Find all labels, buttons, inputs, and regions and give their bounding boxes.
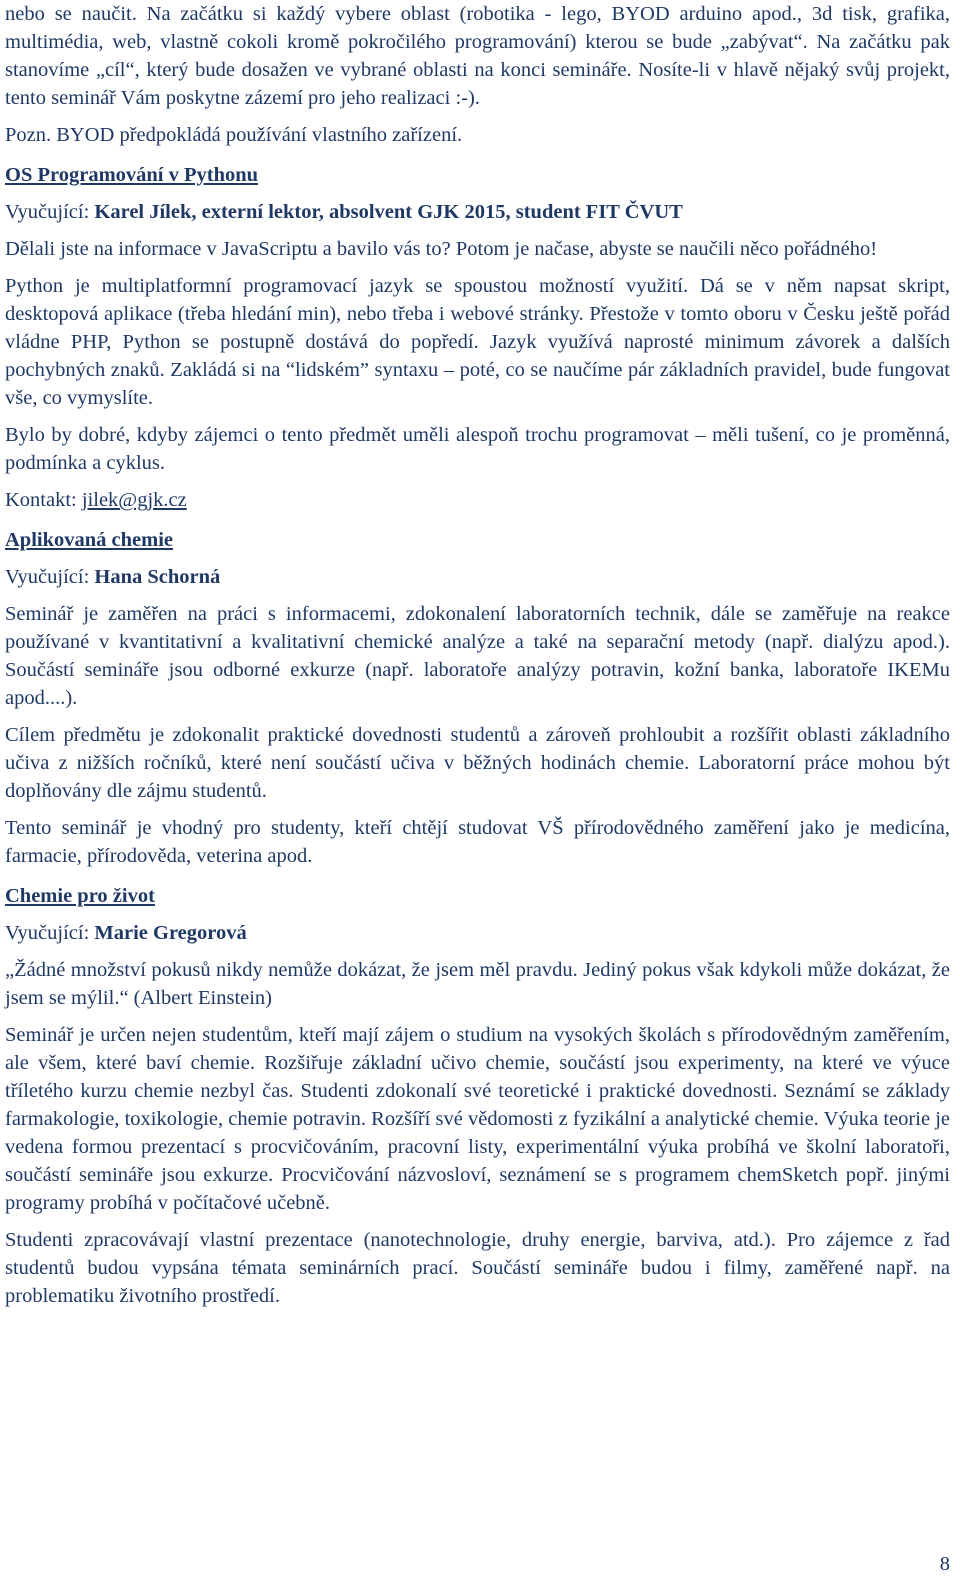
chemistry-for-life-paragraph-2: Studenti zpracovávají vlastní prezentace (nanotechnologie, druhy energie, barviva, atd.). Pro zájemce z řad studentů budou vypsána témata seminárních prací. Součástí semináře budou i filmy, zaměřené např. na problematiku životního prostředí. bbox=[5, 1229, 950, 1307]
section-title-chemistry-for-life: Chemie pro život bbox=[5, 885, 155, 907]
document-page bbox=[5, 0, 950, 1319]
lecturer-label: Vyučující: bbox=[5, 566, 95, 588]
lecturer-name: Marie Gregorová bbox=[94, 922, 247, 944]
section-title-python: OS Programování v Pythonu bbox=[5, 164, 259, 186]
python-lecturer bbox=[5, 198, 950, 226]
intro-paragraph-1: nebo se naučit. Na začátku si každý vybere oblast (robotika - lego, BYOD arduino apod., 3d tisk, grafika, multimédia, web, vlastně cokoli kromě pokročilého programování) kterou se bude „zabývat“. Na začátku pak stanovíme „cíl“, který bude dosažen ve vybrané oblasti na konci semináře. Nosíte-li v hlavě nějaký svůj projekt, tento seminář Vám poskytne zázemí pro jeho realizaci :-). bbox=[5, 3, 950, 109]
contact-label: Kontakt: bbox=[5, 489, 82, 511]
lecturer-name: Hana Schorná bbox=[94, 566, 221, 588]
chemistry-for-life-paragraph-1: Seminář je určen nejen studentům, kteří mají zájem o studium na vysokých školách s přírodovědným zaměřením, ale všem, které baví chemie. Rozšiřuje základní učivo chemie, součástí jsou experimenty, na které ve výuce tříletého kurzu chemie nezbyl čas. Studenti zdokonalí své teoretické i praktické dovednosti. Seznámí se základy farmakologie, toxikologie, chemie potravin. Rozšíří své vědomosti z fyzikální a analytické chemie. Výuka teorie je vedena formou prezentací s procvičováním, pracovní listy, experimentální výuka probíhá ve školní laboratoři, součástí semináře jsou exkurze. Procvičování názvosloví, seznámení se s programem chemSketch popř. jinými programy probíhá v počítačové učebně. bbox=[5, 1024, 950, 1214]
python-contact bbox=[5, 486, 950, 514]
lecturer-label: Vyučující: bbox=[5, 201, 95, 223]
lecturer-label: Vyučující: bbox=[5, 922, 95, 944]
lecturer-name: Karel Jílek, externí lektor, absolvent GJK 2015, student FIT ČVUT bbox=[94, 201, 683, 223]
chemistry-for-life-quote: „Žádné množství pokusů nikdy nemůže dokázat, že jsem měl pravdu. Jediný pokus však kdykoli může dokázat, že jsem se mýlil.“ (Albert Einstein) bbox=[5, 959, 950, 1009]
intro-note: Pozn. BYOD předpokládá používání vlastního zařízení. bbox=[5, 124, 463, 146]
applied-chemistry-paragraph-3: Tento seminář je vhodný pro studenty, kteří chtějí studovat VŠ přírodovědného zaměření jako je medicína, farmacie, přírodověda, veterina apod. bbox=[5, 817, 950, 867]
applied-chemistry-lecturer bbox=[5, 563, 950, 591]
python-paragraph-2: Python je multiplatformní programovací jazyk se spoustou možností využití. Dá se v něm napsat skript, desktopová aplikace (třeba hledání min), nebo třeba i webové stránky. Přestože v tomto oboru v Česku ještě pořád vládne PHP, Python se postupně dostává do popředí. Jazyk využívá naprosté minimum závorek a dalších pochybných znaků. Zakládá si na “lidském” syntaxu – poté, co se naučíme pár základních pravidel, bude fungovat vše, co vymyslíte. bbox=[5, 275, 950, 409]
contact-email-link[interactable]: jilek@gjk.cz bbox=[81, 489, 187, 511]
page-number: 8 bbox=[939, 1553, 950, 1575]
applied-chemistry-paragraph-2: Cílem předmětu je zdokonalit praktické dovednosti studentů a zároveň prohloubit a rozšířit oblasti základního učiva z nižších ročníků, které není součástí učiva v běžných hodinách chemie. Laboratorní práce mohou být doplňovány dle zájmu studentů. bbox=[5, 724, 950, 802]
section-title-applied-chemistry: Aplikovaná chemie bbox=[5, 529, 173, 551]
applied-chemistry-paragraph-1: Seminář je zaměřen na práci s informacemi, zdokonalení laboratorních technik, dále se zaměřuje na reakce používané v kvantitativní a kvalitativní chemické analýze a také na separační metody (např. dialýzu apod.). Součástí semináře jsou odborné exkurze (např. laboratoře analýzy potravin, kožní banka, laboratoře IKEMu apod....). bbox=[5, 603, 950, 709]
python-paragraph-3: Bylo by dobré, kdyby zájemci o tento předmět uměli alespoň trochu programovat – měli tušení, co je proměnná, podmínka a cyklus. bbox=[5, 424, 950, 474]
chemistry-for-life-lecturer bbox=[5, 919, 950, 947]
python-paragraph-1: Dělali jste na informace v JavaScriptu a bavilo vás to? Potom je načase, abyste se naučili něco pořádného! bbox=[5, 238, 878, 260]
